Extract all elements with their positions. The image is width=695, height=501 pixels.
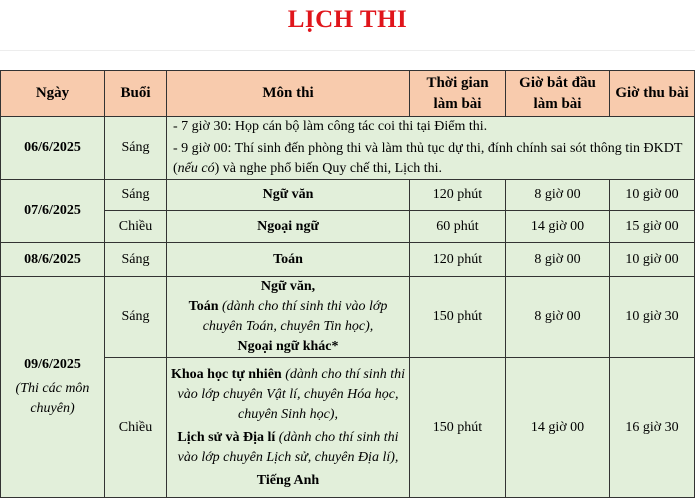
title-divider — [0, 50, 695, 51]
subject-cell: Toán — [167, 243, 410, 277]
session-cell: Sáng — [105, 243, 167, 277]
notice-line: - 7 giờ 30: Họp cán bộ làm công tác coi thi tại Điểm thi. — [173, 119, 488, 134]
session-cell: Chiều — [105, 211, 167, 243]
page-title: LỊCH THI — [287, 6, 408, 33]
subject-line — [171, 297, 405, 337]
notice-text: - 9 giờ 00: Thí sinh đến phòng thi và làm thủ tục dự thi, đính chính sai sót thông tin ĐKDT ( — [173, 141, 683, 176]
header-start-time: Giờ bắt đầu làm bài — [506, 71, 610, 117]
duration-cell: 60 phút — [410, 211, 506, 243]
duration-cell: 120 phút — [410, 180, 506, 211]
exam-schedule-table — [0, 70, 695, 498]
date-cell: 07/6/2025 — [1, 180, 105, 243]
end-cell: 10 giờ 00 — [610, 180, 695, 211]
end-cell: 10 giờ 30 — [610, 277, 695, 358]
notice-line — [173, 139, 690, 179]
subject-bold: Lịch sử và Địa lí — [177, 429, 276, 445]
subject-cell — [167, 358, 410, 498]
table-row — [1, 180, 695, 211]
header-duration: Thời gian làm bài — [410, 71, 506, 117]
duration-cell: 120 phút — [410, 243, 506, 277]
start-cell: 8 giờ 00 — [506, 180, 610, 211]
subject-cell: Ngoại ngữ — [167, 211, 410, 243]
subject-italic: (dành cho thí sinh thi vào lớp chuyên Vật lí, chuyên Hóa học, chuyên Sinh học), — [177, 366, 405, 422]
session-cell: Sáng — [105, 277, 167, 358]
date-cell — [1, 277, 105, 498]
subject-line — [171, 365, 405, 425]
table-row — [1, 211, 695, 243]
date-text: 09/6/2025 — [24, 357, 81, 372]
subject-line: Ngữ văn, — [260, 279, 316, 294]
end-cell: 15 giờ 00 — [610, 211, 695, 243]
end-cell: 10 giờ 00 — [610, 243, 695, 277]
date-cell: 08/6/2025 — [1, 243, 105, 277]
subject-cell: Ngữ văn — [167, 180, 410, 211]
notice-text: ) và nghe phổ biến Quy chế thi, Lịch thi. — [214, 161, 443, 176]
start-cell: 8 giờ 00 — [506, 277, 610, 358]
session-cell: Sáng — [105, 180, 167, 211]
end-cell: 16 giờ 30 — [610, 358, 695, 498]
table-row — [1, 358, 695, 498]
table-row — [1, 117, 695, 180]
subject-line: Tiếng Anh — [256, 472, 320, 488]
subject-italic: (dành cho thí sinh thi vào lớp chuyên Toán, chuyên Tin học), — [202, 299, 388, 334]
subject-bold: Khoa học tự nhiên — [171, 366, 282, 382]
date-note: (Thi các môn chuyên) — [15, 381, 90, 416]
header-end-time: Giờ thu bài — [610, 71, 695, 117]
subject-line — [171, 428, 405, 468]
subject-cell — [167, 277, 410, 358]
table-row — [1, 277, 695, 358]
duration-cell: 150 phút — [410, 358, 506, 498]
header-session: Buổi — [105, 71, 167, 117]
date-cell: 06/6/2025 — [1, 117, 105, 180]
session-cell: Chiều — [105, 358, 167, 498]
start-cell: 14 giờ 00 — [506, 358, 610, 498]
header-subject: Môn thi — [167, 71, 410, 117]
subject-line: Ngoại ngữ khác* — [237, 339, 339, 354]
table-row — [1, 243, 695, 277]
start-cell: 14 giờ 00 — [506, 211, 610, 243]
table-header-row — [1, 71, 695, 117]
start-cell: 8 giờ 00 — [506, 243, 610, 277]
header-date: Ngày — [1, 71, 105, 117]
subject-italic: (dành cho thí sinh thi vào lớp chuyên Lịch sử, chuyên Địa lí), — [177, 429, 399, 465]
subject-bold: Toán — [188, 299, 219, 314]
notice-italic: nếu có — [177, 161, 215, 176]
session-cell: Sáng — [105, 117, 167, 180]
notice-cell — [167, 117, 695, 180]
duration-cell: 150 phút — [410, 277, 506, 358]
